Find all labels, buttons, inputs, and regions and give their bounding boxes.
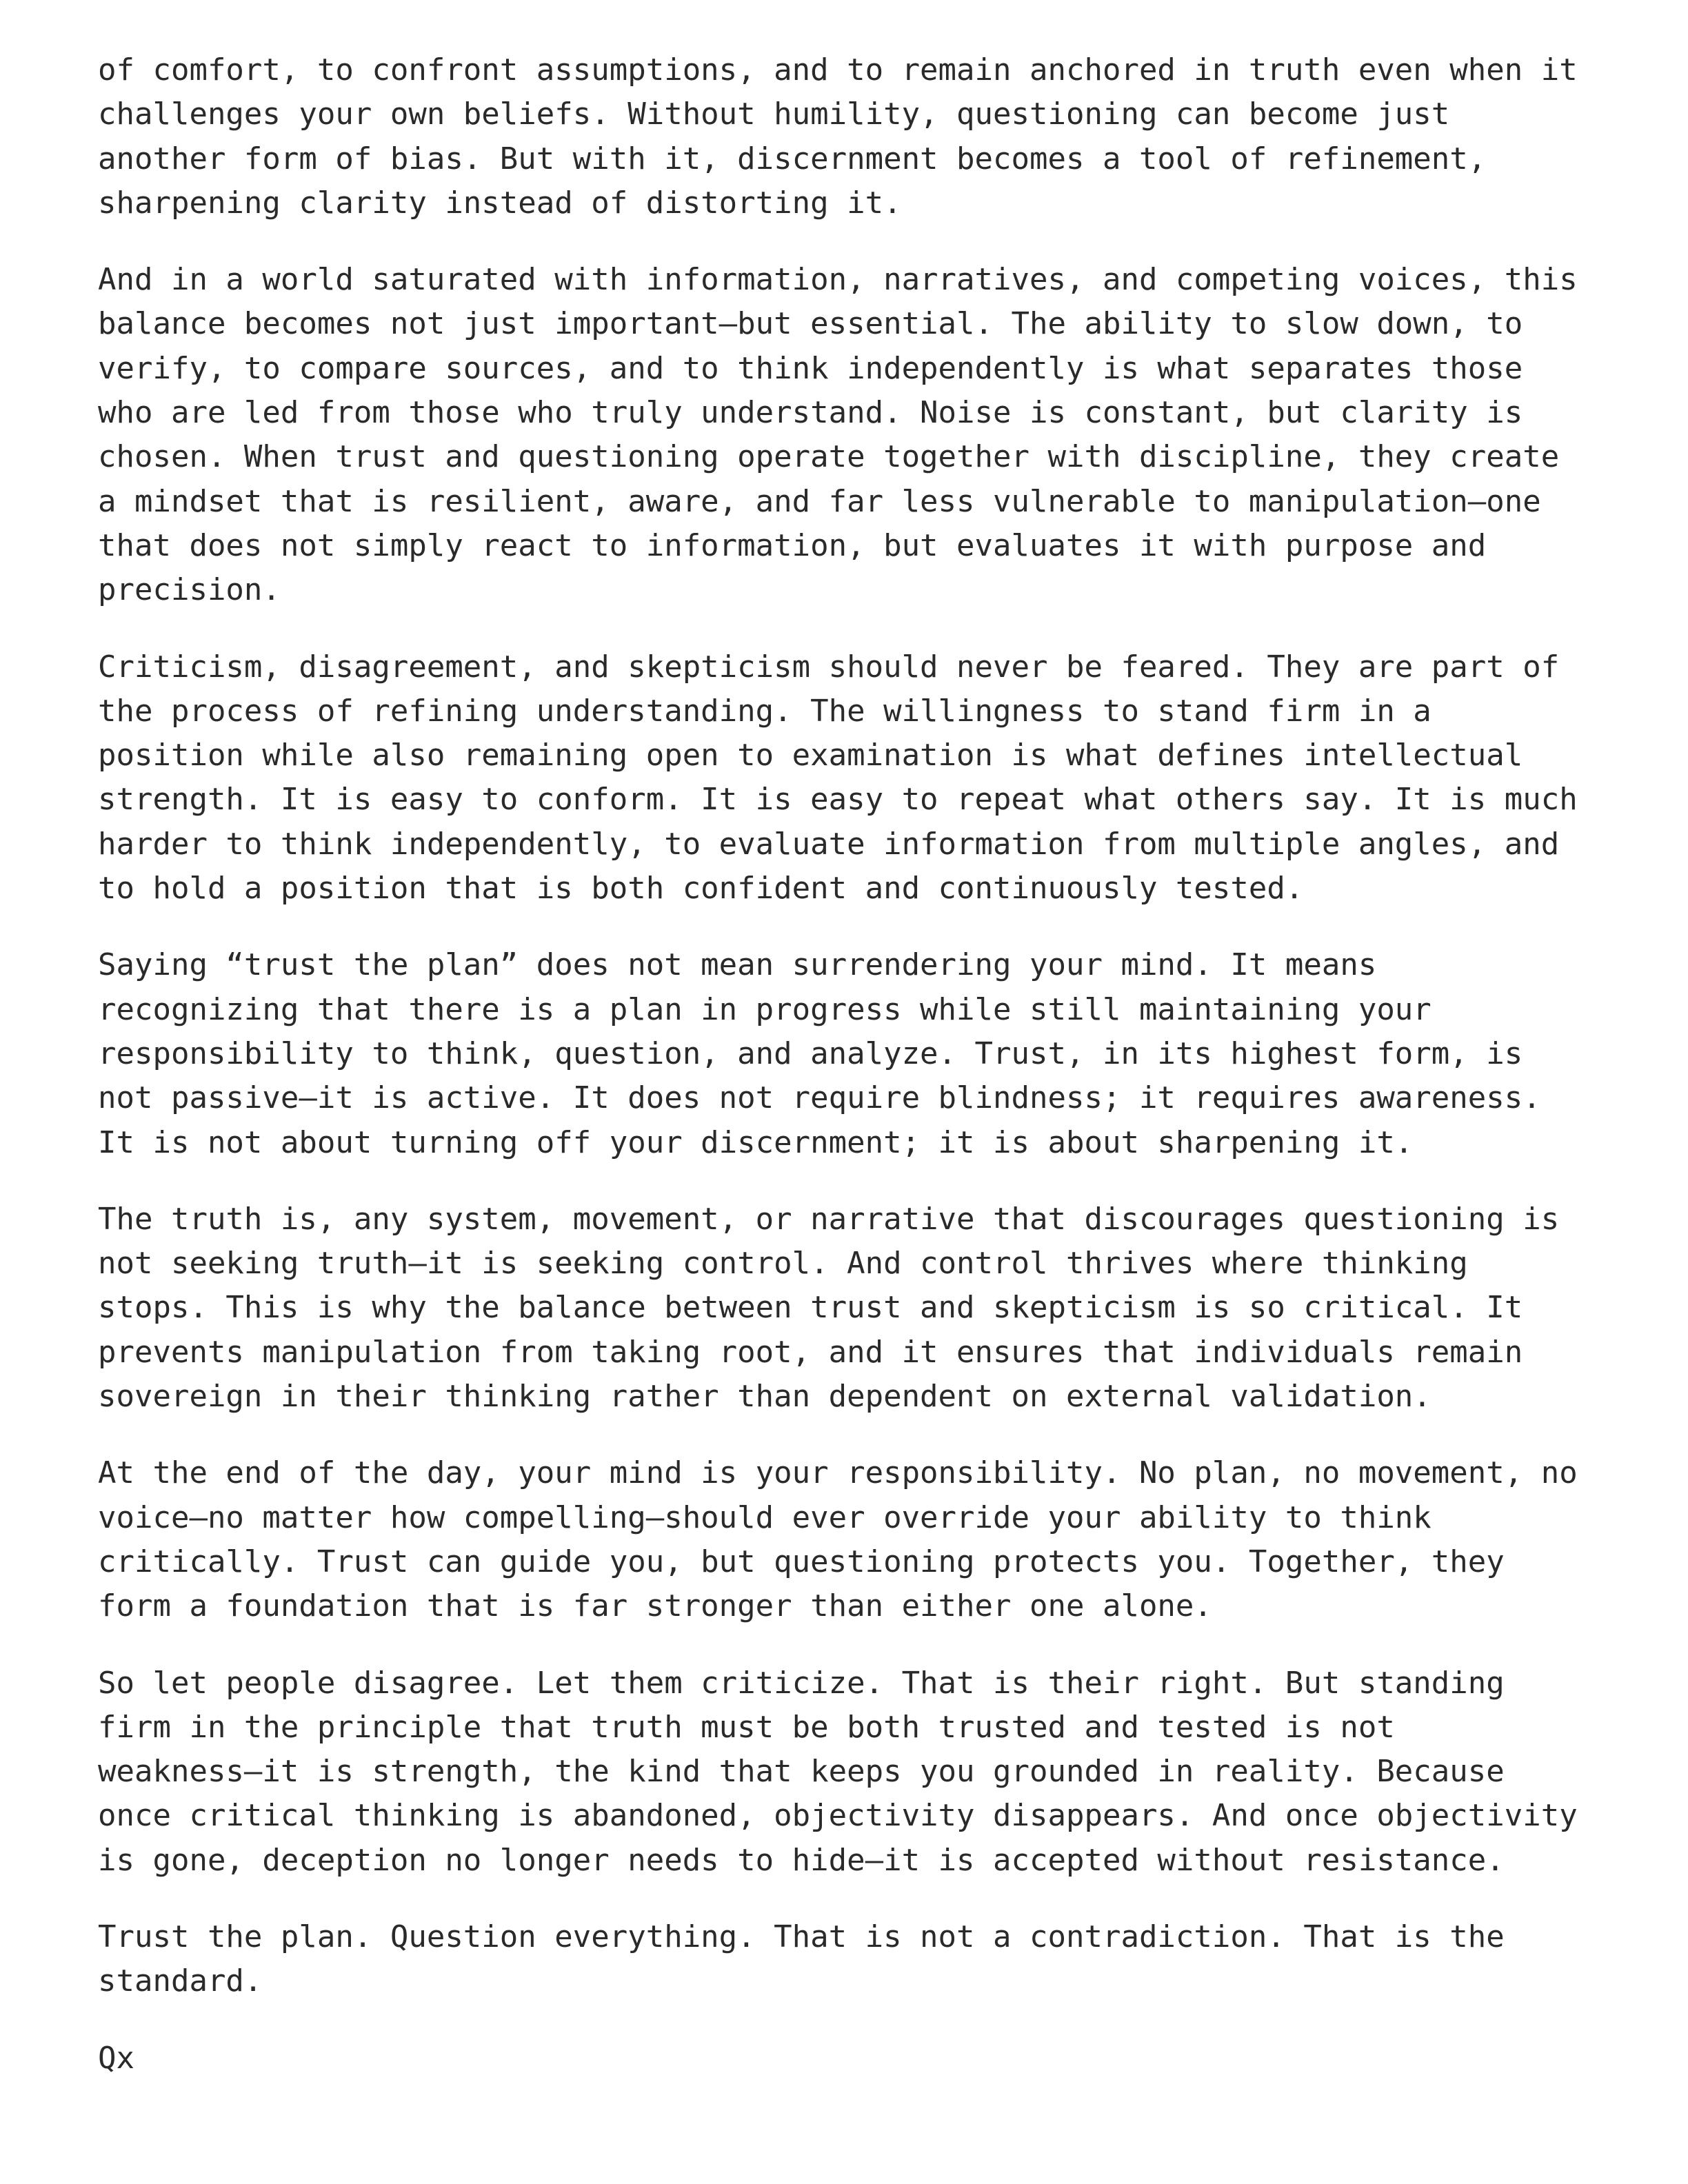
paragraph-7: So let people disagree. Let them criticize. That is their right. But standing firm in the principle that truth must be both trusted and tested is not weakness—it is strength, the kind that keeps you grounded in reality. Because once critical thinking is abandoned, objectivity disappears. And once objectivity is gone, deception no longer needs to hide—it is accepted without resistance. <box>98 1665 1578 1878</box>
paragraph-5: The truth is, any system, movement, or narrative that discourages questioning is not seeking truth—it is seeking control. And control thrives where thinking stops. This is why the balance between trust and skepticism is so critical. It prevents manipulation from taking root, and it ensures that individuals remain sovereign in their thinking rather than dependent on external validation. <box>98 1201 1560 1415</box>
paragraph-8: Trust the plan. Question everything. That is not a contradiction. That is the standard. <box>98 1919 1505 1999</box>
paragraph-1: of comfort, to confront assumptions, and to remain anchored in truth even when it challenges your own beliefs. Without humility, questioning can become just another form of bias. But with it, discernment becomes a tool of refinement, sharpening clarity instead of distorting it. <box>98 52 1578 221</box>
signature: Qx <box>98 2040 134 2076</box>
document-page <box>98 48 1615 2113</box>
paragraph-4: Saying “trust the plan” does not mean surrendering your mind. It means recognizing that there is a plan in progress while still maintaining your responsibility to think, question, and analyze. Trust, in its highest form, is not passive—it is active. It does not require blindness; it requires awareness. It is not about turning off your discernment; it is about sharpening it. <box>98 947 1541 1160</box>
paragraph-3: Criticism, disagreement, and skepticism should never be feared. They are part of the process of refining understanding. The willingness to stand firm in a position while also remaining open to examination is what defines intellectual strength. It is easy to conform. It is easy to repeat what others say. It is much harder to think independently, to evaluate information from multiple angles, and to hold a position that is both confident and continuously tested. <box>98 649 1578 907</box>
paragraph-6: At the end of the day, your mind is your responsibility. No plan, no movement, no voice—no matter how compelling—should ever override your ability to think critically. Trust can guide you, but questioning protects you. Together, they form a foundation that is far stronger than either one alone. <box>98 1455 1578 1624</box>
paragraph-2: And in a world saturated with information, narratives, and competing voices, this balance becomes not just important—but essential. The ability to slow down, to verify, to compare sources, and to think independently is what separates those who are led from those who truly understand. Noise is constant, but clarity is chosen. When trust and questioning operate together with discipline, they create a mindset that is resilient, aware, and far less vulnerable to manipulation—one that does not simply react to information, but evaluates it with purpose and precision. <box>98 262 1578 608</box>
